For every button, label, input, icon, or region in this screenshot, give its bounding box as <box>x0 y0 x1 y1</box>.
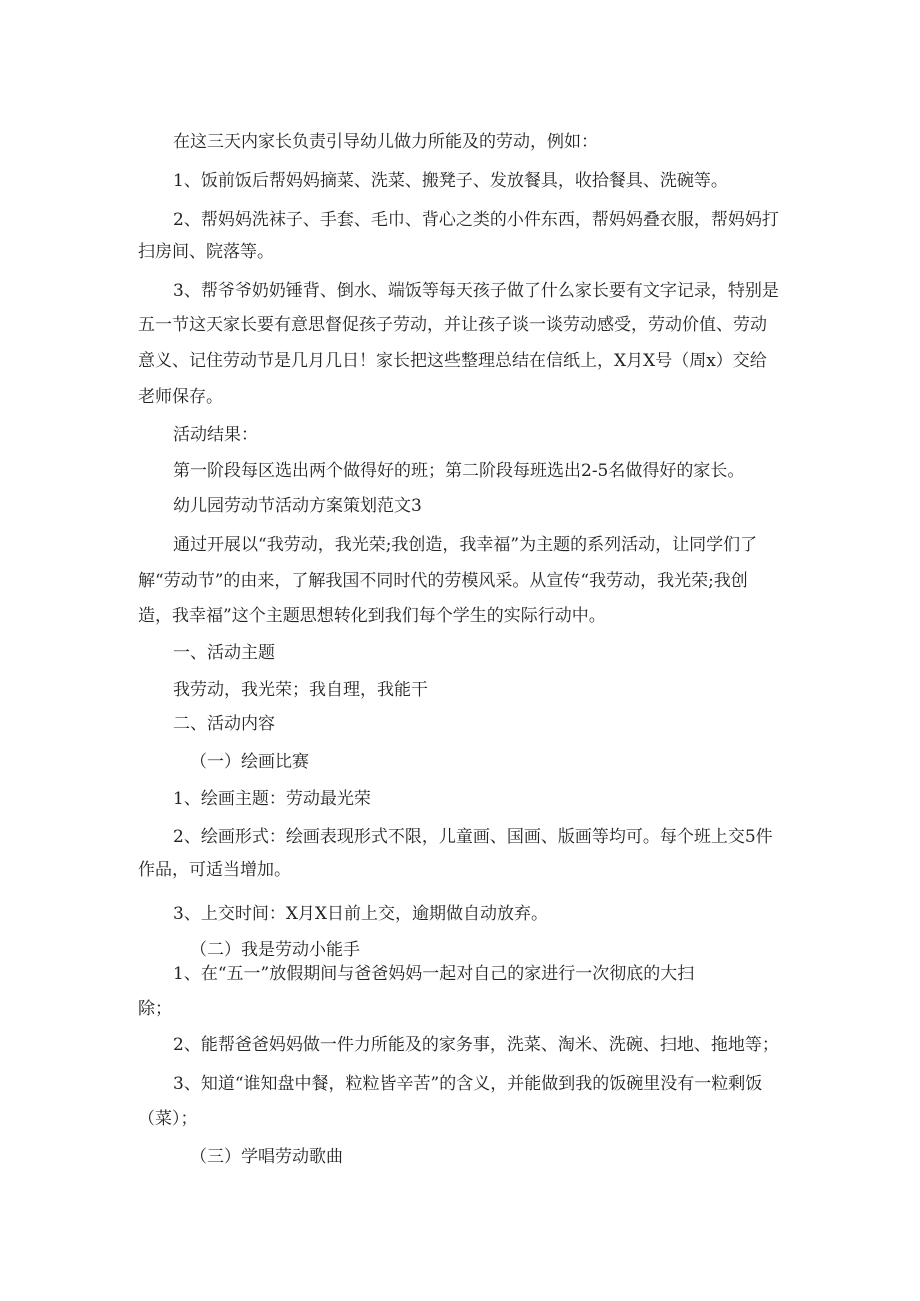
paragraph-line: 通过开展以“我劳动，我光荣;我创造，我幸福”为主题的系列活动，让同学们了 <box>173 535 758 555</box>
subheading-line: （三）学唱劳动歌曲 <box>190 1147 343 1167</box>
heading-line: 一、活动主题 <box>173 643 275 663</box>
paragraph-line: 1、在“五一”放假期间与爸爸妈妈一起对自己的家进行一次彻底的大扫 <box>173 964 695 984</box>
paragraph-line: 扫房间、院落等。 <box>138 242 274 262</box>
subheading-line: （二）我是劳动小能手 <box>190 940 360 960</box>
paragraph-line: 造，我幸福”这个主题思想转化到我们每个学生的实际行动中。 <box>138 606 606 626</box>
section-title: 幼儿园劳动节活动方案策划范文3 <box>173 496 422 516</box>
paragraph-line: 我劳动，我光荣；我自理，我能干 <box>173 680 428 700</box>
subheading-line: （一）绘画比赛 <box>190 752 309 772</box>
paragraph-line: 3、知道“谁知盘中餐，粒粒皆辛苦”的含义，并能做到我的饭碗里没有一粒剩饭 <box>173 1074 763 1094</box>
paragraph-line: 五一节这天家长要有意思督促孩子劳动，并让孩子谈一谈劳动感受，劳动价值、劳动 <box>138 315 767 335</box>
paragraph-line: 除； <box>138 999 172 1019</box>
paragraph-line: 第一阶段每区选出两个做得好的班；第二阶段每班选出2-5名做得好的家长。 <box>173 461 745 481</box>
paragraph-line: 活动结果： <box>173 425 258 445</box>
paragraph-line: 1、绘画主题：劳动最光荣 <box>173 789 371 809</box>
paragraph-line: 在这三天内家长负责引导幼儿做力所能及的劳动，例如： <box>173 132 598 152</box>
paragraph-line: 老师保存。 <box>138 387 223 407</box>
paragraph-line: 作品，可适当增加。 <box>138 860 291 880</box>
paragraph-line: 意义、记住劳动节是几月几日！家长把这些整理总结在信纸上，X月X号（周x）交给 <box>138 351 767 371</box>
paragraph-line: 2、绘画形式：绘画表现形式不限，儿童画、国画、版画等均可。每个班上交5件 <box>173 827 773 847</box>
paragraph-line: （菜）； <box>138 1109 198 1129</box>
paragraph-line: 3、上交时间：X月X日前上交，逾期做自动放弃。 <box>173 904 549 924</box>
paragraph-line: 2、帮妈妈洗袜子、手套、毛巾、背心之类的小件东西，帮妈妈叠衣服，帮妈妈打 <box>173 210 779 230</box>
paragraph-line: 1、饭前饭后帮妈妈摘菜、洗菜、搬凳子、发放餐具，收拾餐具、洗碗等。 <box>173 171 728 191</box>
paragraph-line: 3、帮爷爷奶奶锤背、倒水、端饭等每天孩子做了什么家长要有文字记录，特别是 <box>173 281 779 301</box>
paragraph-line: 2、能帮爸爸妈妈做一件力所能及的家务事，洗菜、淘米、洗碗、扫地、拖地等； <box>173 1035 779 1055</box>
heading-line: 二、活动内容 <box>173 714 275 734</box>
paragraph-line: 解“劳动节”的由来，了解我国不同时代的劳模风采。从宣传“我劳动，我光荣;我创 <box>138 571 748 591</box>
